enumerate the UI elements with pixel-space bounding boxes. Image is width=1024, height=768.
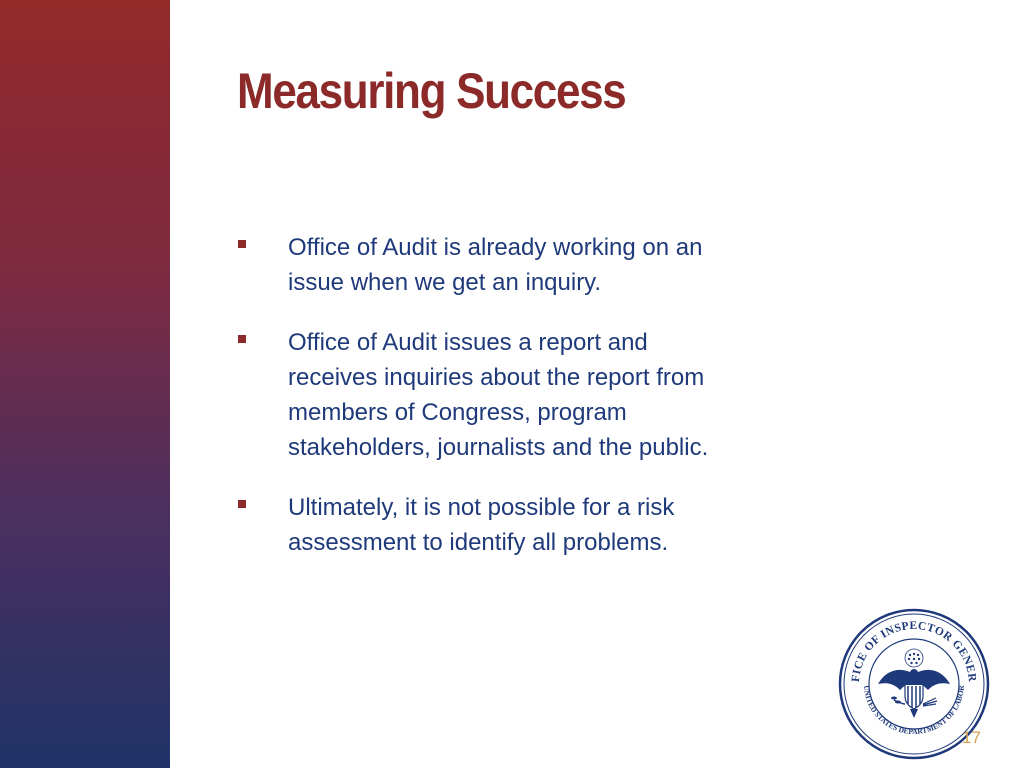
bullet-item [238,490,798,560]
bullet-text: Office of Audit issues a report and receives inquiries about the report from members of Congress, program stakeholders, journalists and the public. [288,329,709,461]
page-number: 17 [962,728,981,747]
bullet-item [238,325,798,465]
square-bullet-icon [238,500,246,508]
square-bullet-icon [238,240,246,248]
square-bullet-icon [238,335,246,343]
bullet-text: Ultimately, it is not possible for a risk assessment to identify all problems. [288,494,675,556]
svg-text:OFFICE OF INSPECTOR GENERAL: FICE OF INSPECTOR GENER [849,619,979,683]
bullet-list [238,230,798,585]
bullet-text: Office of Audit is already working on an issue when we get an inquiry. [288,234,703,296]
sidebar-gradient [0,0,170,768]
slide-title: Measuring Success [237,63,626,119]
bullet-item [238,230,798,300]
svg-text:UNITED STATES DEPARTMENT OF LA: UNITED STATES DEPARTMENT OF LABOR [861,684,967,737]
